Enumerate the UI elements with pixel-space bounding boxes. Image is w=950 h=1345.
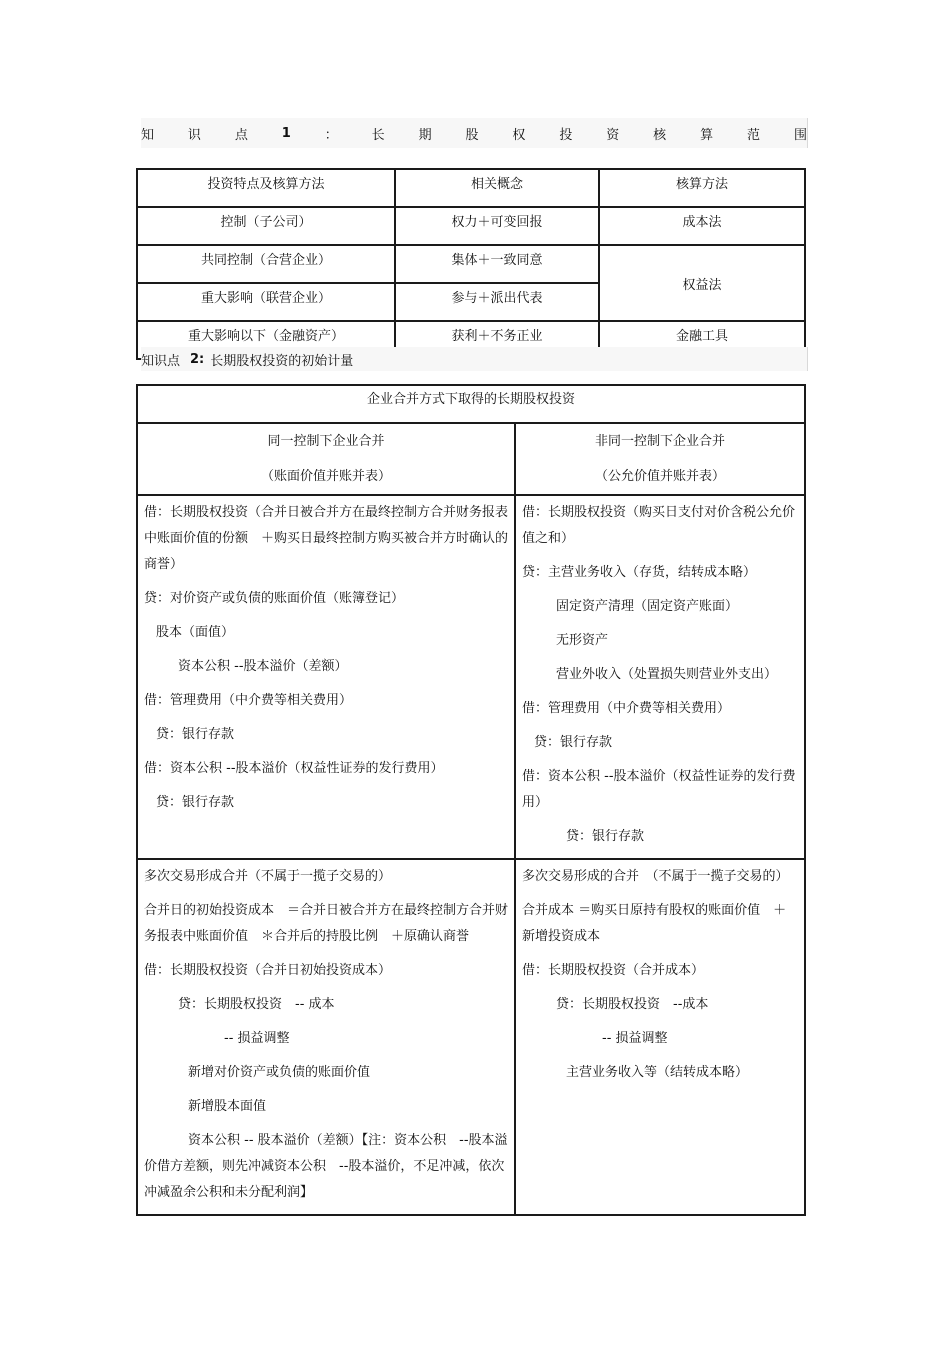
section-heading-2 [141, 347, 808, 371]
scope-table [136, 168, 806, 360]
heading-title: 长期股权投资的初始计量 [210, 353, 354, 369]
entry-line: 贷：银行存款 [156, 727, 235, 742]
entry-line: 借：资本公积 --股本溢价（权益性证券的发行费用） [522, 769, 796, 810]
heading-char: 围 [793, 127, 807, 143]
entry-line: 新增股本面值 [188, 1099, 267, 1114]
method-cell: 权益法 [599, 245, 805, 321]
feature-cell: 共同控制（合营企业） [137, 245, 395, 283]
header-method: 核算方法 [599, 169, 805, 207]
entry-line: 借：长期股权投资（购买日支付对价含税公允价值之和） [522, 505, 796, 546]
entry-line: 营业外收入（处置损失则营业外支出） [556, 667, 778, 682]
entry-line: 借：资本公积 --股本溢价（权益性证券的发行费用） [144, 761, 444, 776]
heading-char: 知 [141, 127, 155, 143]
heading-char: 股 [465, 127, 479, 143]
method-cell: 成本法 [599, 207, 805, 245]
entry-line: -- 损益调整 [602, 1031, 668, 1046]
non-same-control-label: 非同一控制下企业合并 [595, 434, 726, 449]
table-header-row [137, 169, 805, 207]
concept-cell: 权力＋可变回报 [395, 207, 599, 245]
method-cell: 金融工具 [599, 321, 805, 359]
entry-line: 贷：银行存款 [566, 829, 645, 844]
heading-char: 核 [653, 127, 667, 143]
feature-cell: 重大影响（联营企业） [137, 283, 395, 321]
concept-cell: 获利＋不务正业 [395, 321, 599, 359]
initial-measurement-table [136, 384, 806, 1216]
entry-line: 借：长期股权投资（合并成本） [522, 963, 705, 978]
multi-step-same-control [137, 859, 515, 1215]
entry-line: 固定资产清理（固定资产账面） [556, 599, 739, 614]
non-same-control-sub: （公允价值并账并表） [595, 469, 726, 484]
feature-cell: 重大影响以下（金融资产） [137, 321, 395, 359]
header-concept: 相关概念 [395, 169, 599, 207]
table-title: 企业合并方式下取得的长期股权投资 [137, 385, 805, 423]
heading-char: 识 [187, 127, 201, 143]
entry-line: 新增对价资产或负债的账面价值 [188, 1065, 371, 1080]
multi-step-non-same-control [515, 859, 805, 1215]
heading-char: 点 [234, 127, 248, 143]
entry-line: 资本公积 --股本溢价（差额） [178, 659, 348, 674]
entry-line: 多次交易形成合并（不属于一揽子交易的） [144, 869, 392, 884]
heading-char: 1 [281, 125, 291, 141]
heading-char: 权 [512, 127, 526, 143]
entry-line: 贷：银行存款 [156, 795, 235, 810]
entry-line: 贷：主营业务收入（存货，结转成本略） [522, 565, 757, 580]
same-control-label: 同一控制下企业合并 [267, 434, 385, 449]
entry-line: 借：长期股权投资（合并日被合并方在最终控制方合并财务报表中账面价值的份额 ＋购买日最终控制方购买被合并方时确认的商誉） [144, 505, 509, 572]
entry-line: 无形资产 [556, 633, 609, 648]
header-feature: 投资特点及核算方法 [137, 169, 395, 207]
heading-char: 期 [418, 127, 432, 143]
heading-char: 范 [747, 127, 761, 143]
concept-cell: 参与＋派出代表 [395, 283, 599, 321]
feature-cell: 控制（子公司） [137, 207, 395, 245]
heading-char: 资 [606, 127, 620, 143]
non-same-control-entries [515, 495, 805, 859]
entry-line: 多次交易形成的合并 （不属于一揽子交易的） [522, 869, 789, 884]
table-row [137, 207, 805, 245]
entry-line: 合并日的初始投资成本 ＝合并日被合并方在最终控制方合并财务报表中账面价值 ＊合并后的持股比例 ＋原确认商誉 [144, 903, 509, 944]
entry-line: 借：管理费用（中介费等相关费用） [522, 701, 731, 716]
entry-line: 主营业务收入等（结转成本略） [566, 1065, 749, 1080]
entry-line: 股本（面值） [156, 625, 235, 640]
entry-line: 借：长期股权投资（合并日初始投资成本） [144, 963, 392, 978]
heading-char: 投 [559, 127, 573, 143]
entry-line: 贷：长期股权投资 -- 成本 [178, 997, 335, 1012]
concept-cell: 集体＋一致同意 [395, 245, 599, 283]
entry-line: 贷：银行存款 [534, 735, 613, 750]
heading-prefix: 知识点 [141, 353, 181, 369]
entry-line: 贷：长期股权投资 --成本 [556, 997, 709, 1012]
entry-line: -- 损益调整 [224, 1031, 290, 1046]
heading-number: 2: [190, 351, 205, 367]
entry-line: 借：管理费用（中介费等相关费用） [144, 693, 353, 708]
same-control-entries [137, 495, 515, 859]
entry-line: 贷：对价资产或负债的账面价值（账簿登记） [144, 591, 405, 606]
non-same-control-header [515, 423, 805, 495]
table-row [137, 245, 805, 283]
section-heading-1 [141, 118, 808, 148]
heading-char: 算 [700, 127, 714, 143]
entry-line: 资本公积 -- 股本溢价（差额）【注：资本公积 --股本溢价借方差额，则先冲减资本公积 --股本溢价，不足冲减，依次冲减盈余公积和未分配利润】 [144, 1133, 508, 1200]
same-control-header [137, 423, 515, 495]
heading-char: ： [324, 127, 338, 143]
heading-char: 长 [371, 127, 385, 143]
entry-line: 合并成本 ＝购买日原持有股权的账面价值 ＋新增投资成本 [522, 903, 787, 944]
same-control-sub: （账面价值并账并表） [260, 469, 391, 484]
